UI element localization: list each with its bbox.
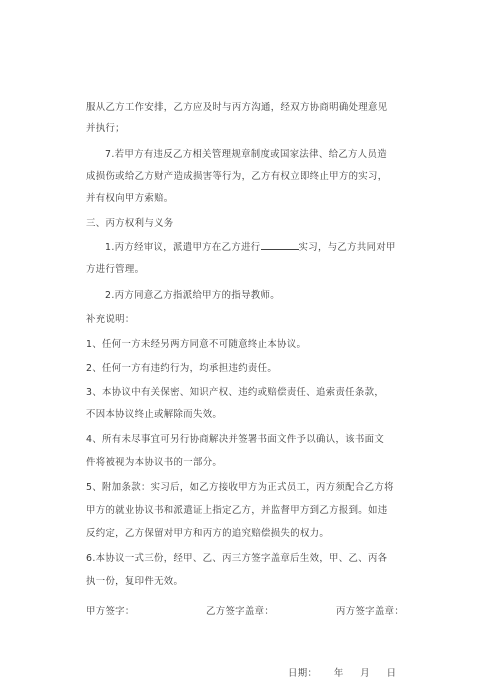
text-line: 2、任何一方有违约行为，均承担违约责任。 [86,363,278,374]
text-line: 不因本协议终止或解除而失效。 [86,409,223,420]
section-heading: 三、丙方权利与义务 [86,218,174,229]
text-fragment: 1.丙方经审议，派遣甲方在乙方进行 [105,242,261,253]
text-line: 并执行； [86,123,125,134]
text-line: 4、所有未尽事宜可另行协商解决并签署书面文件予以确认，该书面文 [86,434,385,445]
date-line: 日期： 年 月 日 [288,668,397,679]
text-line: 反约定，乙方保留对甲方和丙方的追究赔偿损失的权力。 [86,528,330,539]
text-line: 2.丙方同意乙方指派给甲方的指导教师。 [105,290,280,301]
section-heading: 补充说明： [86,314,135,325]
text-line: 成损伤或给乙方财产造成损害等行为，乙方有权立即终止甲方的实习， [86,171,388,182]
text-line: 服从乙方工作安排，乙方应及时与丙方沟通，经双方协商明确处理意见 [86,102,388,113]
blank-underline [261,249,299,250]
text-line: 1、任何一方未经另两方同意不可随意终止本协议。 [86,339,307,350]
text-line: 5、附加条款：实习后，如乙方接收甲方为正式员工，丙方须配合乙方将 [86,482,394,493]
text-fragment: 实习，与乙方共同对甲 [298,242,396,253]
text-line: 7.若甲方有违反乙方相关管理规章制度或国家法律、给乙方人员造 [105,149,387,160]
text-line: 并有权向甲方索赔。 [86,193,174,204]
text-line: 3、本协议中有关保密、知识产权、违约或赔偿责任、追索责任条款， [86,387,385,398]
text-line [105,242,396,254]
text-line: 方进行管理。 [86,264,145,275]
text-line: 执一份，复印件无效。 [86,576,184,587]
party-b-signature-label: 乙方签字盖章： [206,606,275,617]
text-line: 甲方的就业协议书和派遣证上指定乙方，并监督甲方到乙方报到。如违 [86,505,388,516]
party-a-signature-label: 甲方签字： [86,606,135,617]
party-c-signature-label: 丙方签字盖章： [336,606,405,617]
text-line: 6.本协议一式三份，经甲、乙、丙三方签字盖章后生效，甲、乙、丙各 [86,553,388,564]
text-line: 件将被视为本协议书的一部分。 [86,457,223,468]
